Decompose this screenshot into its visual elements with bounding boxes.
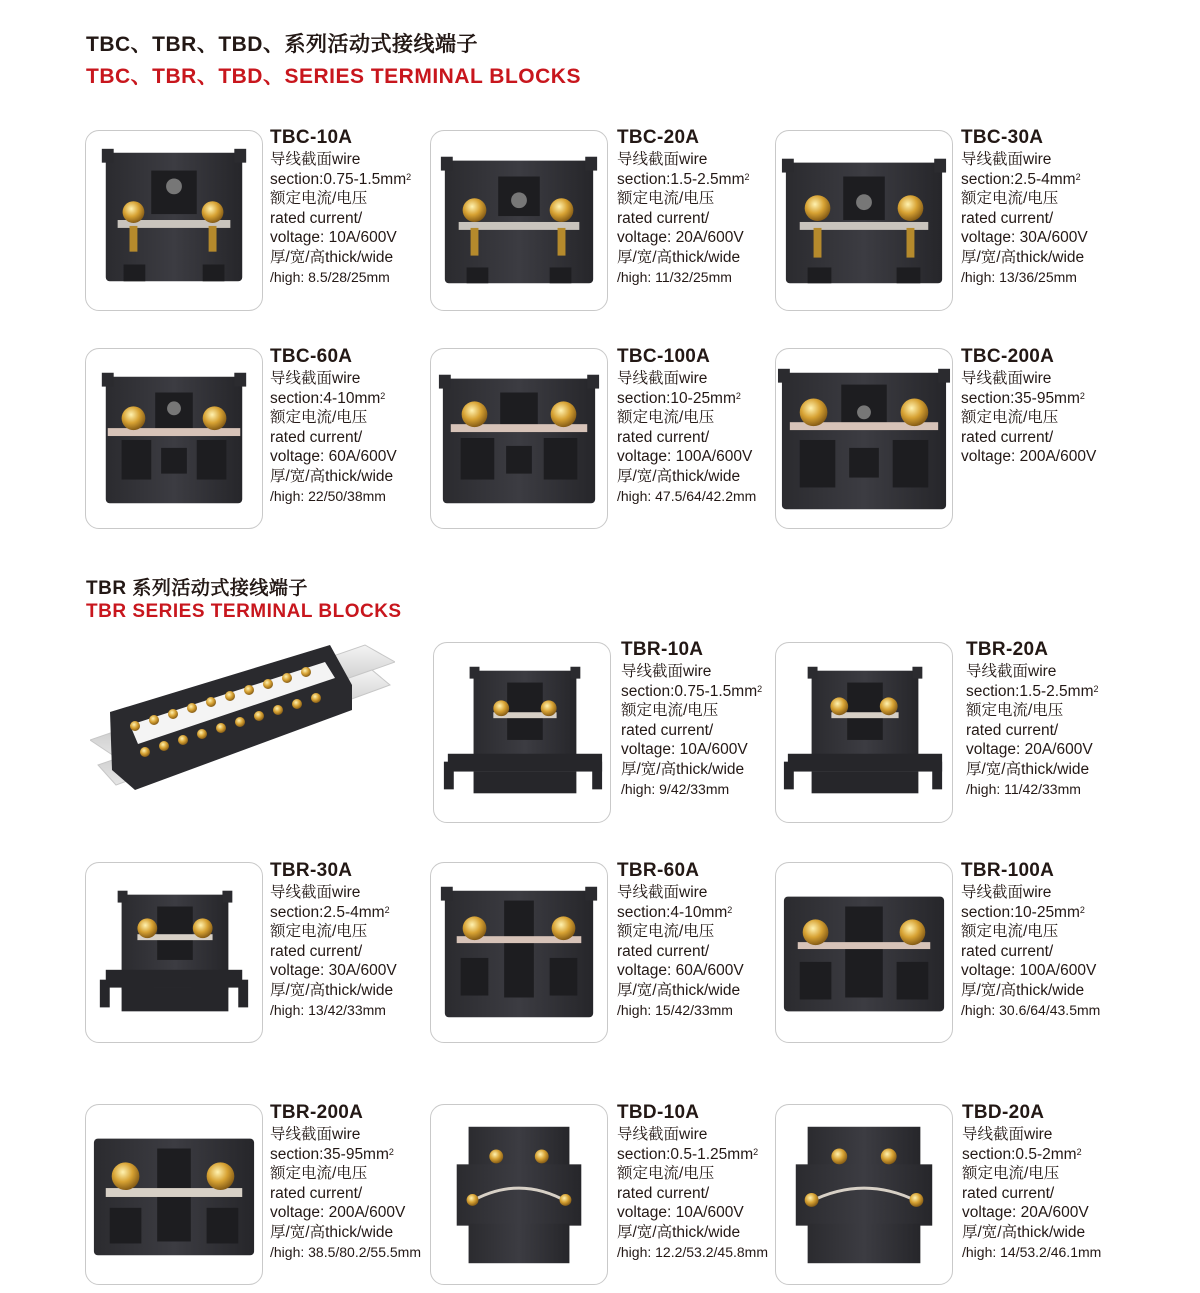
terminal-block-image [439, 375, 599, 504]
spec-line: rated current/ [962, 1184, 1055, 1202]
spec-line: voltage: 20A/600V [966, 741, 1093, 759]
model-name: TBC-20A [617, 127, 700, 148]
terminal-block-image [444, 667, 602, 794]
spec-line: 厚/宽/高thick/wide [270, 248, 394, 266]
spec-tbc-60a [270, 347, 442, 506]
spec-line: voltage: 20A/600V [962, 1204, 1089, 1222]
spec-line: 额定电流/电压 [961, 409, 1059, 427]
section2-title-cn: TBR 系列活动式接线端子 [86, 578, 308, 599]
spec-line: voltage: 200A/600V [270, 1204, 406, 1222]
spec-tbr-60a [617, 861, 789, 1020]
section2-title-en: TBR SERIES TERMINAL BLOCKS [86, 601, 402, 622]
spec-line: voltage: 30A/600V [270, 962, 397, 980]
spec-line: 导线截面wire [961, 151, 1052, 168]
section1-title-en: TBC、TBR、TBD、SERIES TERMINAL BLOCKS [86, 65, 581, 88]
spec-line: $section:1.5-2.5mm^2$ [617, 170, 750, 188]
spec-line: 额定电流/电压 [270, 190, 368, 208]
spec-line: $section:35-95mm^2$ [961, 389, 1085, 407]
spec-line: /high: 14/53.2/46.1mm [962, 1243, 1102, 1260]
product-photo-tbc-30a [775, 130, 953, 311]
spec-line: $section:4-10mm^2$ [270, 389, 386, 407]
section1-title-cn: TBC、TBR、TBD、系列活动式接线端子 [86, 33, 478, 56]
spec-tbc-20a [617, 128, 789, 287]
spec-line: rated current/ [270, 1184, 363, 1202]
spec-line: /high: 8.5/28/25mm [270, 268, 390, 285]
spec-line: 厚/宽/高thick/wide [617, 248, 741, 266]
spec-line: /high: 11/32/25mm [617, 268, 732, 285]
terminal-block-image [457, 1127, 582, 1263]
spec-tbc-10a [270, 128, 442, 287]
spec-line: 导线截面wire [270, 151, 361, 168]
spec-line: /high: 9/42/33mm [621, 780, 730, 797]
spec-line: $section:4-10mm^2$ [617, 903, 733, 921]
spec-line: 额定电流/电压 [961, 923, 1059, 941]
product-photo-tbr-10a [433, 642, 611, 823]
spec-tbr-100a [961, 861, 1133, 1020]
terminal-block-image [796, 1127, 932, 1263]
spec-line: /high: 22/50/38mm [270, 487, 386, 504]
model-name: TBC-10A [270, 127, 353, 148]
spec-line: $section:0.75-1.5mm^2$ [270, 170, 412, 188]
spec-line: 导线截面wire [617, 370, 708, 387]
spec-line: rated current/ [961, 209, 1054, 227]
model-name: TBR-10A [621, 639, 704, 660]
spec-line: 额定电流/电压 [270, 923, 368, 941]
spec-line: 厚/宽/高thick/wide [617, 467, 741, 485]
spec-tbc-30a [961, 128, 1133, 287]
terminal-strip-image [90, 645, 395, 790]
spec-line: 导线截面wire [617, 151, 708, 168]
spec-line: voltage: 60A/600V [270, 448, 397, 466]
spec-line: 额定电流/电压 [621, 702, 719, 720]
spec-line: 厚/宽/高thick/wide [617, 981, 741, 999]
spec-line: /high: 38.5/80.2/55.5mm [270, 1243, 421, 1260]
terminal-block-image [100, 891, 248, 1012]
model-name: TBR-100A [961, 860, 1055, 881]
spec-line: 导线截面wire [962, 1126, 1053, 1143]
spec-line: voltage: 20A/600V [617, 229, 744, 247]
model-name: TBR-200A [270, 1102, 364, 1123]
spec-line: rated current/ [270, 428, 363, 446]
spec-tbc-200a [961, 347, 1133, 467]
spec-line: rated current/ [617, 942, 710, 960]
product-photo-tbr-100a [775, 862, 953, 1043]
product-photo-tbc-100a [430, 348, 608, 529]
spec-line: voltage: 100A/600V [961, 962, 1097, 980]
model-name: TBC-30A [961, 127, 1044, 148]
spec-line: 额定电流/电压 [617, 1165, 715, 1183]
product-photo-tbd-20a [775, 1104, 953, 1285]
spec-line: 厚/宽/高thick/wide [617, 1223, 741, 1241]
spec-tbc-100a [617, 347, 789, 506]
spec-line: $section:0.5-2mm^2$ [962, 1145, 1082, 1163]
product-photo-tbc-200a [775, 348, 953, 529]
spec-line: 导线截面wire [617, 1126, 708, 1143]
spec-line: voltage: 10A/600V [621, 741, 748, 759]
spec-line: 厚/宽/高thick/wide [270, 467, 394, 485]
model-name: TBR-20A [966, 639, 1049, 660]
spec-line: 额定电流/电压 [617, 409, 715, 427]
terminal-block-image [778, 369, 950, 509]
terminal-block-image [94, 1139, 254, 1256]
spec-line: rated current/ [966, 721, 1059, 739]
spec-line: voltage: 60A/600V [617, 962, 744, 980]
spec-line: /high: 11/42/33mm [966, 780, 1081, 797]
spec-line: 厚/宽/高thick/wide [961, 248, 1085, 266]
spec-line: 厚/宽/高thick/wide [270, 981, 394, 999]
spec-tbd-10a [617, 1103, 789, 1262]
model-name: TBR-30A [270, 860, 353, 881]
spec-line: rated current/ [621, 721, 714, 739]
spec-line: 厚/宽/高thick/wide [621, 760, 745, 778]
spec-line: $section:10-25mm^2$ [617, 389, 741, 407]
model-name: TBR-60A [617, 860, 700, 881]
spec-tbd-20a [962, 1103, 1134, 1262]
spec-line: voltage: 10A/600V [270, 229, 397, 247]
spec-line: 导线截面wire [621, 663, 712, 680]
spec-line: voltage: 10A/600V [617, 1204, 744, 1222]
spec-line: 额定电流/电压 [270, 1165, 368, 1183]
spec-line: 导线截面wire [961, 370, 1052, 387]
model-name: TBC-200A [961, 346, 1055, 367]
spec-line: rated current/ [961, 428, 1054, 446]
terminal-block-image [782, 159, 946, 284]
spec-line: 导线截面wire [961, 884, 1052, 901]
spec-line: $section:2.5-4mm^2$ [961, 170, 1081, 188]
spec-line: 额定电流/电压 [617, 923, 715, 941]
terminal-block-image [441, 887, 597, 1018]
spec-line: /high: 13/36/25mm [961, 268, 1077, 285]
spec-line: rated current/ [617, 1184, 710, 1202]
spec-line: 导线截面wire [270, 884, 361, 901]
spec-line: 厚/宽/高thick/wide [962, 1223, 1086, 1241]
model-name: TBD-20A [962, 1102, 1045, 1123]
spec-tbr-30a [270, 861, 442, 1020]
spec-line: 额定电流/电压 [617, 190, 715, 208]
terminal-block-image [102, 149, 246, 281]
spec-line: 导线截面wire [617, 884, 708, 901]
product-photo-tbr-20a [775, 642, 953, 823]
spec-line: /high: 30.6/64/43.5mm [961, 1001, 1101, 1018]
spec-line: $section:2.5-4mm^2$ [270, 903, 390, 921]
spec-line: rated current/ [617, 209, 710, 227]
spec-line: 额定电流/电压 [961, 190, 1059, 208]
spec-line: $section:0.75-1.5mm^2$ [621, 682, 763, 700]
spec-line: /high: 12.2/53.2/45.8mm [617, 1243, 768, 1260]
model-name: TBC-60A [270, 346, 353, 367]
product-photo-tbd-10a [430, 1104, 608, 1285]
spec-line: rated current/ [270, 209, 363, 227]
spec-tbr-20a [966, 640, 1138, 799]
spec-line: 额定电流/电压 [270, 409, 368, 427]
spec-line: 厚/宽/高thick/wide [270, 1223, 394, 1241]
model-name: TBD-10A [617, 1102, 700, 1123]
spec-tbr-10a [621, 640, 793, 799]
spec-line: $section:10-25mm^2$ [961, 903, 1085, 921]
spec-line: $section:35-95mm^2$ [270, 1145, 394, 1163]
spec-line: 额定电流/电压 [966, 702, 1064, 720]
spec-line: 导线截面wire [966, 663, 1057, 680]
spec-line: voltage: 100A/600V [617, 448, 753, 466]
product-photo-tbc-10a [85, 130, 263, 311]
spec-line: /high: 47.5/64/42.2mm [617, 487, 757, 504]
spec-line: $section:0.5-1.25mm^2$ [617, 1145, 759, 1163]
spec-line: voltage: 200A/600V [961, 448, 1097, 466]
terminal-block-image [102, 373, 246, 504]
terminal-block-image [784, 667, 942, 794]
tbr-assembly-photo [90, 640, 395, 805]
product-photo-tbr-60a [430, 862, 608, 1043]
model-name: TBC-100A [617, 346, 711, 367]
spec-line: 厚/宽/高thick/wide [966, 760, 1090, 778]
spec-line: 导线截面wire [270, 1126, 361, 1143]
spec-line: /high: 15/42/33mm [617, 1001, 733, 1018]
spec-line: voltage: 30A/600V [961, 229, 1088, 247]
terminal-block-image [784, 897, 944, 1012]
spec-line: /high: 13/42/33mm [270, 1001, 386, 1018]
product-photo-tbr-30a [85, 862, 263, 1043]
product-photo-tbr-200a [85, 1104, 263, 1285]
spec-line: rated current/ [270, 942, 363, 960]
spec-line: 额定电流/电压 [962, 1165, 1060, 1183]
spec-line: 厚/宽/高thick/wide [961, 981, 1085, 999]
spec-line: $section:1.5-2.5mm^2$ [966, 682, 1099, 700]
spec-line: rated current/ [617, 428, 710, 446]
product-photo-tbc-60a [85, 348, 263, 529]
spec-line: rated current/ [961, 942, 1054, 960]
spec-tbr-200a [270, 1103, 442, 1262]
product-photo-tbc-20a [430, 130, 608, 311]
terminal-block-image [441, 157, 597, 284]
spec-line: 导线截面wire [270, 370, 361, 387]
